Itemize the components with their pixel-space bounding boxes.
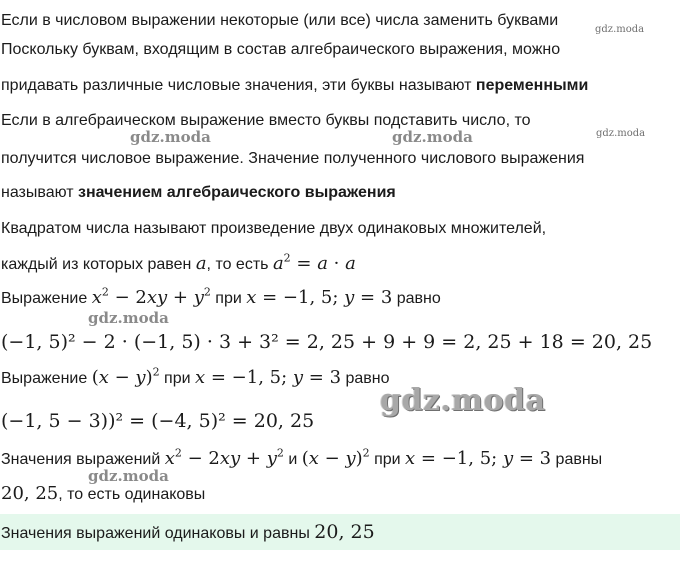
term-variables: переменными: [475, 77, 589, 94]
term-expression-value: значением алгебраического выражения: [78, 184, 396, 201]
answer-value: 20, 25: [314, 521, 375, 543]
text-line-8: каждый из которых равен a, то есть $a^2 = a \cdot a$: [1, 251, 356, 274]
watermark-large: gdz.moda: [380, 383, 546, 418]
text-line-2: Поскольку буквам, входящим в состав алгебраического выражения, можно: [1, 41, 561, 58]
square-definition: $a^2 = a \cdot a$: [272, 251, 356, 274]
values-2: x = −1, 5; y = 3: [195, 367, 342, 388]
watermark: gdz.moda: [130, 128, 211, 146]
expression-1-line: Выражение $x^2 - 2xy + y^2$ при x = −1, 5; y = 3 равно: [1, 285, 441, 308]
text-line-4: Если в алгебраическом выражение вместо буквы подставить число, то: [1, 112, 531, 129]
text-line-1: Если в числовом выражении некоторые (или все) числа заменить буквами: [1, 12, 559, 29]
answer-box: [0, 514, 680, 550]
expression-2-line: Выражение $(x - y)^2$ при x = −1, 5; y = 3 равно: [1, 365, 390, 388]
text-line-7: Квадратом числа называют произведение двух одинаковых множителей,: [1, 220, 547, 237]
result-value: 20, 25: [1, 483, 59, 504]
expression-2: $(x - y)^2$: [91, 365, 160, 388]
expression-1: $x^2 - 2xy + y^2$: [91, 285, 211, 308]
text-line-6: называют значением алгебраического выражения: [1, 184, 396, 201]
watermark: gdz.moda: [595, 24, 645, 35]
answer-text: Значения выражений одинаковы и равны 20, 25: [1, 521, 375, 543]
watermark: gdz.moda: [88, 309, 169, 327]
calculation-1: (−1, 5)² − 2 · (−1, 5) · 3 + 3² = 2, 25 + 9 + 9 = 2, 25 + 18 = 20, 25: [1, 331, 653, 353]
watermark: gdz.moda: [88, 467, 169, 485]
watermark: gdz.moda: [392, 128, 473, 146]
calculation-2: (−1, 5 − 3))² = (−4, 5)² = 20, 25: [1, 410, 315, 432]
text-line-13: Значения выражений $x^2 - 2xy + y^2$ и $(x - y)^2$ при x = −1, 5; y = 3 равны: [1, 446, 603, 469]
values-1: x = −1, 5; y = 3: [246, 287, 393, 308]
text-line-14: 20, 25, то есть одинаковы: [1, 483, 206, 504]
watermark: gdz.moda: [596, 128, 646, 139]
text-line-5: получится числовое выражение. Значение полученного числового выражения: [1, 150, 585, 167]
text-line-3: придавать различные числовые значения, эти буквы называют переменными: [1, 77, 589, 94]
